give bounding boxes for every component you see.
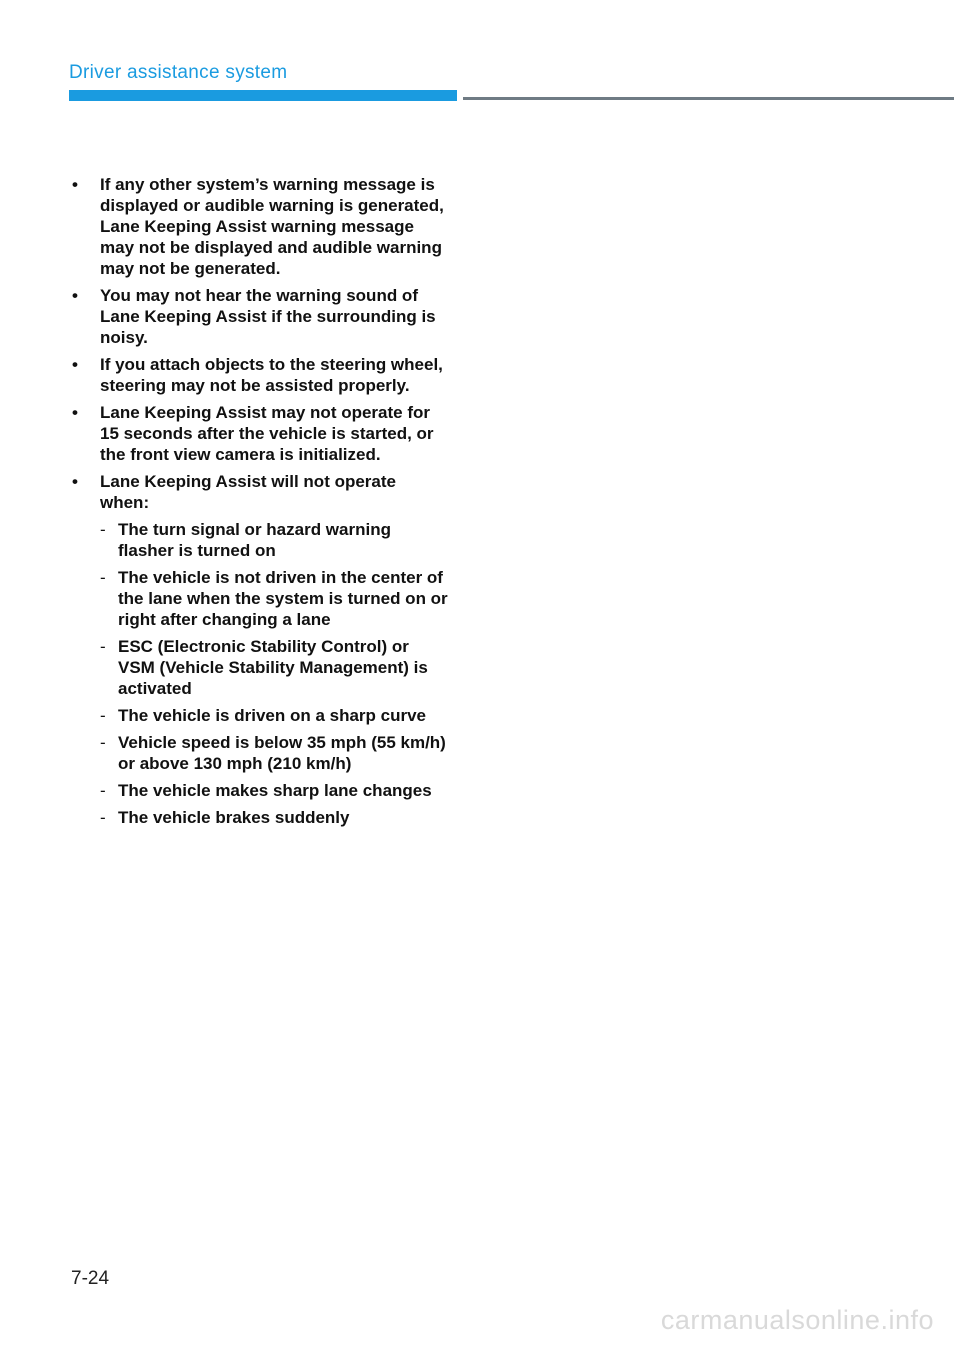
bullet-item: • You may not hear the warning sound of Lane Keeping Assist if the surrounding is noisy. [72,285,448,348]
sub-item: - The vehicle is not driven in the center of the lane when the system is turned on or right after changing a lane [100,567,448,630]
header-rule-blue [69,90,457,101]
sub-item: - The vehicle is driven on a sharp curve [100,705,448,726]
watermark-text[interactable]: carmanualsonline.info [660,1305,934,1335]
sub-item: - Vehicle speed is below 35 mph (55 km/h) or above 130 mph (210 km/h) [100,732,448,774]
section-title: Driver assistance system [69,62,288,83]
sub-item: - The turn signal or hazard warning flasher is turned on [100,519,448,561]
sub-item: - The vehicle brakes suddenly [100,807,448,828]
content-column [72,174,448,834]
bullet-item: • If you attach objects to the steering wheel, steering may not be assisted properly. [72,354,448,396]
header-rule-gray [463,97,954,100]
sub-item: - The vehicle makes sharp lane changes [100,780,448,801]
bullet-item-with-subitems [72,471,448,828]
sub-list [100,519,448,828]
bullet-item: • Lane Keeping Assist may not operate for 15 seconds after the vehicle is started, or the front view camera is initialized. [72,402,448,465]
bullet-item-text: Lane Keeping Assist will not operate when: [100,472,396,512]
bullet-item: • If any other system’s warning message is displayed or audible warning is generated, Lane Keeping Assist warning message may not be displayed and audible warning may not be generated. [72,174,448,279]
sub-item: - ESC (Electronic Stability Control) or VSM (Vehicle Stability Management) is activated [100,636,448,699]
bullet-list [72,174,448,828]
page-number: 7-24 [71,1268,110,1289]
